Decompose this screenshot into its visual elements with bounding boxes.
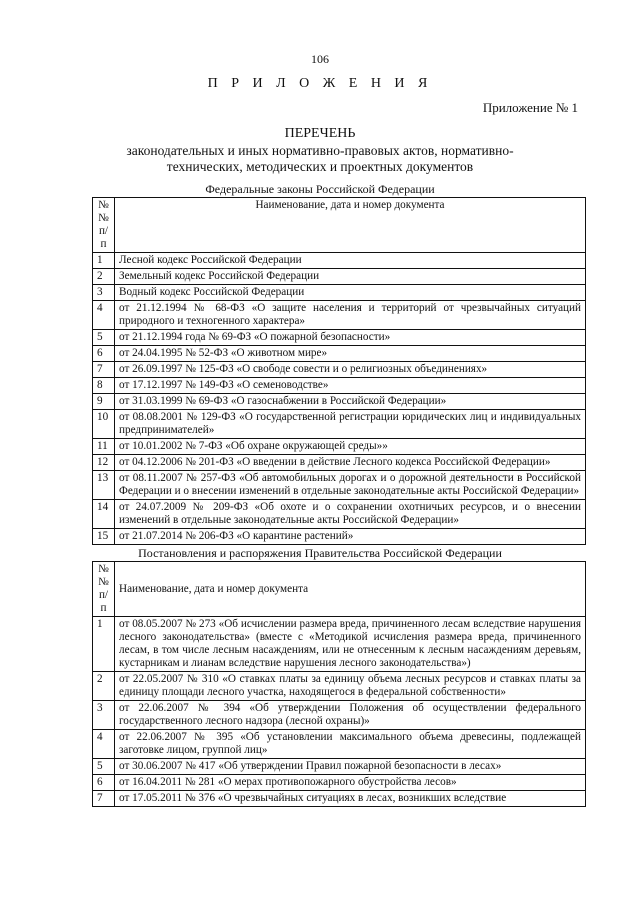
document-name: от 08.11.2007 № 257-ФЗ «Об автомобильных дорогах и о дорожной деятельности в Российской Федерации и о внесении изменений в отдельные законодательные акты Российской Федерации» [115, 471, 586, 500]
table-row [93, 330, 586, 346]
table-row [93, 455, 586, 471]
row-number: 11 [93, 439, 115, 455]
table-row [93, 759, 586, 775]
document-name: от 21.12.1994 № 68-ФЗ «О защите населения и территорий от чрезвычайных ситуаций природного и техногенного характера» [115, 301, 586, 330]
header-num: №№ п/п [93, 562, 115, 617]
row-number: 7 [93, 362, 115, 378]
header-name: Наименование, дата и номер документа [115, 198, 586, 253]
table-row [93, 378, 586, 394]
table-row [93, 269, 586, 285]
document-name: от 17.05.2011 № 376 «О чрезвычайных ситуациях в лесах, возникших вследствие [115, 791, 586, 807]
document-name: от 26.09.1997 № 125-ФЗ «О свободе совести и о религиозных объединениях» [115, 362, 586, 378]
row-number: 13 [93, 471, 115, 500]
table-row [93, 529, 586, 545]
row-number: 7 [93, 791, 115, 807]
table-row [93, 285, 586, 301]
table-header-row [93, 562, 586, 617]
row-number: 9 [93, 394, 115, 410]
government-decrees-table [92, 561, 586, 807]
row-number: 3 [93, 285, 115, 301]
header-num: №№ п/п [93, 198, 115, 253]
list-title: ПЕРЕЧЕНЬ [284, 126, 356, 141]
document-name: от 24.04.1995 № 52-ФЗ «О животном мире» [115, 346, 586, 362]
row-number: 15 [93, 529, 115, 545]
table-row [93, 301, 586, 330]
document-name: от 24.07.2009 № 209-ФЗ «Об охоте и о сохранении охотничьих ресурсов, и о внесении изменений в отдельные законодательные акты Российской Федерации» [115, 500, 586, 529]
federal-laws-caption: Федеральные законы Российской Федерации [205, 182, 435, 196]
document-name: от 22.05.2007 № 310 «О ставках платы за единицу объема лесных ресурсов и ставках платы за единицу площади лесного участка, находящегося в федеральной собственности» [115, 672, 586, 701]
row-number: 14 [93, 500, 115, 529]
document-name: от 31.03.1999 № 69-ФЗ «О газоснабжении в Российской Федерации» [115, 394, 586, 410]
appendix-title: П Р И Л О Ж Е Н И Я [207, 76, 433, 91]
federal-laws-table [92, 197, 586, 545]
table-row [93, 500, 586, 529]
header-name: Наименование, дата и номер документа [115, 562, 586, 617]
table-row [93, 253, 586, 269]
table-row [93, 791, 586, 807]
table-row [93, 730, 586, 759]
row-number: 6 [93, 775, 115, 791]
document-name: Лесной кодекс Российской Федерации [115, 253, 586, 269]
row-number: 3 [93, 701, 115, 730]
row-number: 1 [93, 617, 115, 672]
row-number: 4 [93, 730, 115, 759]
table-row [93, 775, 586, 791]
row-number: 5 [93, 330, 115, 346]
table-row [93, 439, 586, 455]
row-number: 10 [93, 410, 115, 439]
page-number: 106 [311, 52, 329, 66]
table-row [93, 672, 586, 701]
document-name: от 16.04.2011 № 281 «О мерах противопожарного обустройства лесов» [115, 775, 586, 791]
document-name: от 21.07.2014 № 206-ФЗ «О карантине растений» [115, 529, 586, 545]
table-row [93, 394, 586, 410]
table-header-row [93, 198, 586, 253]
government-decrees-body [93, 617, 586, 807]
row-number: 5 [93, 759, 115, 775]
document-name: от 30.06.2007 № 417 «Об утверждении Правил пожарной безопасности в лесах» [115, 759, 586, 775]
document-name: от 22.06.2007 № 395 «Об установлении максимального объема древесины, подлежащей заготовке лицом, группой лиц» [115, 730, 586, 759]
row-number: 6 [93, 346, 115, 362]
government-decrees-caption: Постановления и распоряжения Правительства Российской Федерации [138, 546, 502, 560]
document-name: от 08.08.2001 № 129-ФЗ «О государственной регистрации юридических лиц и индивидуальных предпринимателей» [115, 410, 586, 439]
document-name: от 22.06.2007 № 394 «Об утверждении Положения об осуществлении федерального государственного лесного надзора (лесной охраны)» [115, 701, 586, 730]
table-row [93, 471, 586, 500]
federal-laws-body [93, 253, 586, 545]
row-number: 2 [93, 672, 115, 701]
list-subtitle: законодательных и иных нормативно-правовых актов, нормативно-технических, методических и проектных документов [126, 143, 514, 174]
appendix-number: Приложение № 1 [482, 100, 578, 115]
document-name: от 21.12.1994 года № 69-ФЗ «О пожарной безопасности» [115, 330, 586, 346]
table-row [93, 701, 586, 730]
row-number: 12 [93, 455, 115, 471]
document-name: от 10.01.2002 № 7-ФЗ «Об охране окружающей среды»» [115, 439, 586, 455]
document-name: от 08.05.2007 № 273 «Об исчислении размера вреда, причиненного лесам вследствие нарушения лесного законодательства» (вместе с «Методикой исчисления размера вреда, причиненного лесам, в том числе лесным насаждениям, или не отнесенным к лесным насаждениям деревьям, кустарникам и лианам вследствие нарушения лесного законодательства») [115, 617, 586, 672]
table-row [93, 346, 586, 362]
table-row [93, 617, 586, 672]
document-name: Земельный кодекс Российской Федерации [115, 269, 586, 285]
row-number: 8 [93, 378, 115, 394]
table-row [93, 410, 586, 439]
table-row [93, 362, 586, 378]
row-number: 4 [93, 301, 115, 330]
row-number: 2 [93, 269, 115, 285]
document-name: Водный кодекс Российской Федерации [115, 285, 586, 301]
document-name: от 04.12.2006 № 201-ФЗ «О введении в действие Лесного кодекса Российской Федерации» [115, 455, 586, 471]
row-number: 1 [93, 253, 115, 269]
document-name: от 17.12.1997 № 149-ФЗ «О семеноводстве» [115, 378, 586, 394]
